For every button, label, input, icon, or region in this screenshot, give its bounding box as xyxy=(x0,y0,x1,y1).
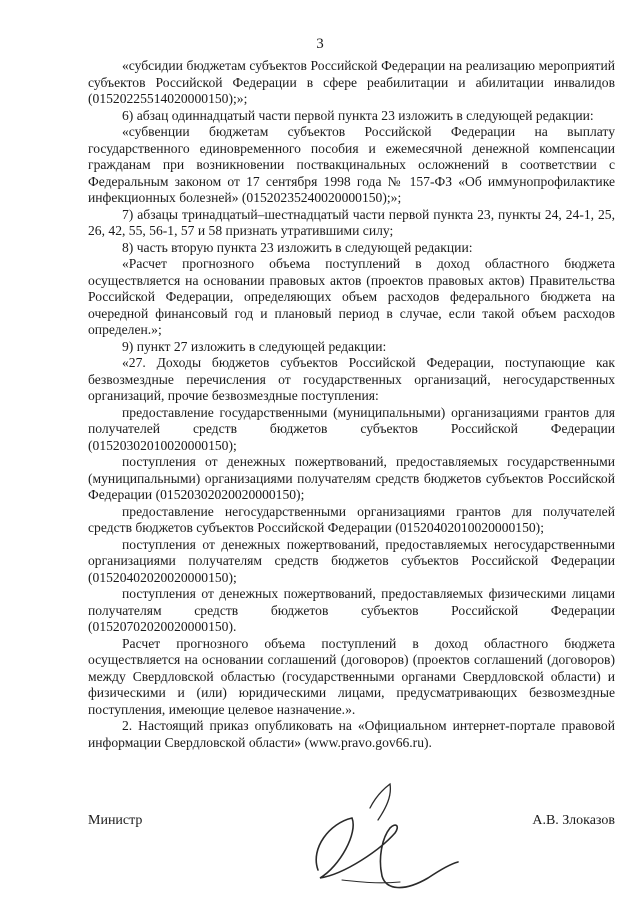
paragraph: предоставление негосударственными организациями грантов для получателей средств бюджетов субъектов Российской Федерации (01520402010020000150); xyxy=(88,503,615,535)
paragraph: 7) абзацы тринадцатый–шестнадцатый части первой пункта 23, пункты 24, 24-1, 25, 26, 42, 55, 56-1, 57 и 58 признать утратившими силу; xyxy=(88,206,615,238)
paragraph: 8) часть вторую пункта 23 изложить в следующей редакции: xyxy=(122,239,473,255)
paragraph: «Расчет прогнозного объема поступлений в доход областного бюджета осуществляется на основании правовых актов (проектов правовых актов) Правительства Российской Федерации, определяющих объем расходов федерального бюджета на очередной финансовый год и плановый период в случае, если такой объем расходов определен.»; xyxy=(88,256,615,337)
paragraph: 2. Настоящий приказ опубликовать на «Официальном интернет-портале правовой информации Свердловской области» (www.pravo.gov66.ru). xyxy=(88,718,615,750)
paragraph: 6) абзац одиннадцатый части первой пункта 23 изложить в следующей редакции: xyxy=(122,107,594,123)
paragraph: поступления от денежных пожертвований, предоставляемых негосударственными организациями получателям средств бюджетов субъектов Российской Федерации (01520402020020000150); xyxy=(88,536,615,585)
paragraph: Расчет прогнозного объема поступлений в доход областного бюджета осуществляется на основании соглашений (договоров) (проектов соглашений (договоров) между Свердловской областью (государственными органами Свердловской области) и физическими и (или) юридическими лицами, предусматривающих безвозмездные поступления, имеющие целевое назначение.». xyxy=(88,635,615,717)
handwritten-signature xyxy=(300,778,460,900)
signatory-name: А.В. Злоказов xyxy=(532,813,615,828)
paragraph: поступления от денежных пожертвований, предоставляемых государственными (муниципальными) организациями получателям средств бюджетов субъектов Российской Федерации (01520302020020000150); xyxy=(88,454,615,502)
document-body xyxy=(88,58,615,751)
paragraph: «субвенции бюджетам субъектов Российской Федерации на выплату государственного единовременного пособия и ежемесячной денежной компенсации гражданам при возникновении поствакцинальных осложнений в соответствии с Федеральным законом от 17 сентября 1998 года № 157-ФЗ «Об иммунопрофилактике инфекционных болезней» (01520235240020000150);»; xyxy=(88,124,615,205)
paragraph: предоставление государственными (муниципальными) организациями грантов для получателей средств бюджетов субъектов Российской Федерации (01520302010020000150); xyxy=(88,404,615,453)
paragraph: поступления от денежных пожертвований, предоставляемых физическими лицами получателям средств бюджетов субъектов Российской Федерации (01520702020020000150). xyxy=(88,586,615,634)
paragraph: 9) пункт 27 изложить в следующей редакции: xyxy=(122,338,387,354)
page-number: 3 xyxy=(316,36,324,52)
signatory-position: Министр xyxy=(88,813,143,828)
paragraph: «субсидии бюджетам субъектов Российской Федерации на реализацию мероприятий субъектов Российской Федерации в сфере реабилитации и абилитации инвалидов (01520225514020000150);»; xyxy=(88,58,615,106)
paragraph: «27. Доходы бюджетов субъектов Российской Федерации, поступающие как безвозмездные перечисления от государственных организаций, негосударственных организаций, прочие безвозмездные поступления: xyxy=(88,355,615,403)
